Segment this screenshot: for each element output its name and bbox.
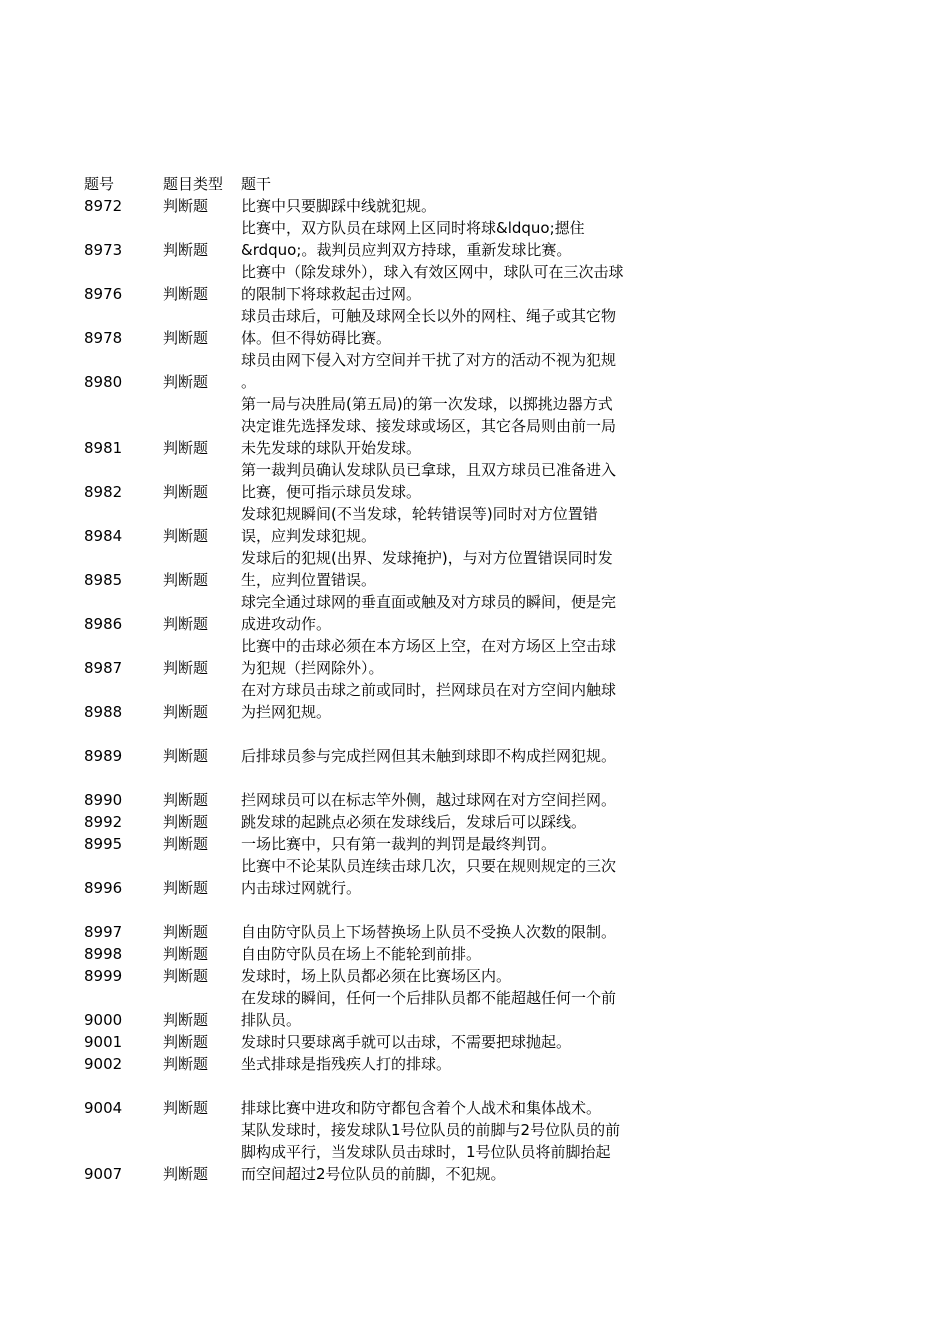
question-stem-line: 成进攻动作。 bbox=[241, 615, 332, 633]
question-stem-line: 球完全通过球网的垂直面或触及对方球员的瞬间，便是完 bbox=[241, 593, 617, 611]
question-stem-line: 比赛中不论某队员连续击球几次，只要在规则规定的三次 bbox=[241, 857, 617, 875]
question-stem-line: 比赛中（除发球外），球入有效区网中，球队可在三次击球 bbox=[241, 263, 624, 281]
question-stem-line: 发球犯规瞬间(不当发球，轮转错误等)同时对方位置错 bbox=[241, 505, 598, 523]
question-stem bbox=[241, 591, 671, 635]
question-stem bbox=[241, 855, 671, 899]
question-type: 判断题 bbox=[163, 1099, 209, 1117]
question-type: 判断题 bbox=[163, 923, 209, 941]
question-stem-line: 排球比赛中进攻和防守都包含着个人战术和集体战术。 bbox=[241, 1099, 602, 1117]
question-stem bbox=[241, 393, 671, 459]
question-type: 判断题 bbox=[163, 241, 209, 259]
question-stem bbox=[241, 767, 671, 811]
question-type: 判断题 bbox=[163, 967, 209, 985]
question-stem-line: 坐式排球是指残疾人打的排球。 bbox=[241, 1055, 452, 1073]
question-type: 判断题 bbox=[163, 747, 209, 765]
question-stem-line: 发球时只要球离手就可以击球，不需要把球抛起。 bbox=[241, 1033, 572, 1051]
question-stem-line: 某队发球时，接发球队1号位队员的前脚与2号位队员的前 bbox=[241, 1121, 621, 1139]
question-stem-line: 而空间超过2号位队员的前脚，不犯规。 bbox=[241, 1165, 506, 1183]
header-type: 题目类型 bbox=[163, 175, 224, 193]
question-id: 8989 bbox=[84, 747, 123, 765]
question-type: 判断题 bbox=[163, 945, 209, 963]
question-id: 8992 bbox=[84, 813, 123, 831]
question-stem-line bbox=[241, 1075, 671, 1097]
question-id: 8973 bbox=[84, 241, 123, 259]
question-type: 判断题 bbox=[163, 571, 209, 589]
question-id: 9004 bbox=[84, 1099, 123, 1117]
question-stem-line bbox=[241, 723, 671, 745]
question-type: 判断题 bbox=[163, 659, 209, 677]
question-stem-line: 内击球过网就行。 bbox=[241, 879, 362, 897]
question-type: 判断题 bbox=[163, 197, 209, 215]
question-stem bbox=[241, 899, 671, 943]
question-type: 判断题 bbox=[163, 1165, 209, 1183]
question-stem-line bbox=[241, 767, 671, 789]
question-stem bbox=[241, 943, 671, 965]
question-type: 判断题 bbox=[163, 791, 209, 809]
question-type: 判断题 bbox=[163, 373, 209, 391]
question-stem bbox=[241, 503, 671, 547]
question-stem-line: 第一裁判员确认发球队员已拿球，且双方球员已准备进入 bbox=[241, 461, 617, 479]
question-stem-line: 发球时，场上队员都必须在比赛场区内。 bbox=[241, 967, 512, 985]
question-type: 判断题 bbox=[163, 439, 209, 457]
question-id: 8980 bbox=[84, 373, 123, 391]
question-stem-line: 决定谁先选择发球、接发球或场区，其它各局则由前一局 bbox=[241, 417, 617, 435]
question-stem-line: 为拦网犯规。 bbox=[241, 703, 332, 721]
question-type: 判断题 bbox=[163, 527, 209, 545]
question-stem bbox=[241, 965, 671, 987]
question-stem bbox=[241, 833, 671, 855]
question-id: 8988 bbox=[84, 703, 123, 721]
question-stem-line: 在发球的瞬间，任何一个后排队员都不能超越任何一个前 bbox=[241, 989, 617, 1007]
question-stem bbox=[241, 1119, 671, 1185]
question-stem-line: 球员击球后，可触及球网全长以外的网柱、绳子或其它物 bbox=[241, 307, 617, 325]
question-id: 8996 bbox=[84, 879, 123, 897]
question-type: 判断题 bbox=[163, 1011, 209, 1029]
question-id: 8995 bbox=[84, 835, 123, 853]
question-id: 8985 bbox=[84, 571, 123, 589]
question-stem-line: 脚构成平行，当发球队员击球时，1号位队员将前脚抬起 bbox=[241, 1143, 611, 1161]
question-stem bbox=[241, 1075, 671, 1119]
question-stem bbox=[241, 1053, 671, 1075]
question-stem bbox=[241, 217, 671, 261]
question-stem bbox=[241, 305, 671, 349]
question-stem bbox=[241, 1031, 671, 1053]
question-id: 9001 bbox=[84, 1033, 123, 1051]
question-id: 8987 bbox=[84, 659, 123, 677]
question-stem-line: 球员由网下侵入对方空间并干扰了对方的活动不视为犯规 bbox=[241, 351, 617, 369]
question-type: 判断题 bbox=[163, 835, 209, 853]
question-stem-line: &rdquo;。裁判员应判双方持球，重新发球比赛。 bbox=[241, 241, 572, 259]
question-stem-line: 。 bbox=[241, 373, 257, 391]
question-stem bbox=[241, 679, 671, 723]
question-id: 9002 bbox=[84, 1055, 123, 1073]
question-stem-line: 体。但不得妨碍比赛。 bbox=[241, 329, 392, 347]
question-id: 9007 bbox=[84, 1165, 123, 1183]
header-id: 题号 bbox=[84, 175, 115, 193]
question-type: 判断题 bbox=[163, 1033, 209, 1051]
question-type: 判断题 bbox=[163, 483, 209, 501]
question-stem bbox=[241, 987, 671, 1031]
question-id: 8978 bbox=[84, 329, 123, 347]
question-id: 8981 bbox=[84, 439, 123, 457]
question-stem bbox=[241, 635, 671, 679]
question-type: 判断题 bbox=[163, 285, 209, 303]
question-id: 8999 bbox=[84, 967, 123, 985]
question-stem-line bbox=[241, 899, 671, 921]
question-stem-line: 为犯规（拦网除外）。 bbox=[241, 659, 384, 677]
question-type: 判断题 bbox=[163, 703, 209, 721]
question-stem bbox=[241, 459, 671, 503]
question-stem-line: 比赛，便可指示球员发球。 bbox=[241, 483, 422, 501]
question-stem-line: 自由防守队员在场上不能轮到前排。 bbox=[241, 945, 482, 963]
question-stem bbox=[241, 349, 671, 393]
question-stem bbox=[241, 195, 671, 217]
question-stem bbox=[241, 547, 671, 591]
question-stem-line: 在对方球员击球之前或同时，拦网球员在对方空间内触球 bbox=[241, 681, 617, 699]
question-stem-line: 自由防守队员上下场替换场上队员不受换人次数的限制。 bbox=[241, 923, 617, 941]
question-id: 8972 bbox=[84, 197, 123, 215]
question-id: 8997 bbox=[84, 923, 123, 941]
question-stem-line: 生，应判位置错误。 bbox=[241, 571, 377, 589]
question-stem-line: 比赛中的击球必须在本方场区上空，在对方场区上空击球 bbox=[241, 637, 617, 655]
question-id: 8990 bbox=[84, 791, 123, 809]
question-stem-line: 第一局与决胜局(第五局)的第一次发球，以掷挑边器方式 bbox=[241, 395, 613, 413]
question-type: 判断题 bbox=[163, 879, 209, 897]
question-id: 8986 bbox=[84, 615, 123, 633]
question-type: 判断题 bbox=[163, 329, 209, 347]
question-type: 判断题 bbox=[163, 1055, 209, 1073]
question-stem-line: 发球后的犯规(出界、发球掩护)，与对方位置错误同时发 bbox=[241, 549, 613, 567]
question-type: 判断题 bbox=[163, 813, 209, 831]
header-stem: 题干 bbox=[241, 175, 272, 193]
question-stem bbox=[241, 811, 671, 833]
question-id: 8998 bbox=[84, 945, 123, 963]
question-id: 8982 bbox=[84, 483, 123, 501]
question-stem-line: 排队员。 bbox=[241, 1011, 302, 1029]
question-id: 8984 bbox=[84, 527, 123, 545]
question-stem-line: 比赛中，双方队员在球网上区同时将球&ldquo;摁住 bbox=[241, 219, 585, 237]
question-stem-line: 后排球员参与完成拦网但其未触到球即不构成拦网犯规。 bbox=[241, 747, 617, 765]
question-type: 判断题 bbox=[163, 615, 209, 633]
question-stem-line: 的限制下将球救起击过网。 bbox=[241, 285, 422, 303]
question-stem bbox=[241, 261, 671, 305]
question-id: 9000 bbox=[84, 1011, 123, 1029]
question-stem-line: 比赛中只要脚踩中线就犯规。 bbox=[241, 197, 437, 215]
question-id: 8976 bbox=[84, 285, 123, 303]
question-stem-line: 跳发球的起跳点必须在发球线后，发球后可以踩线。 bbox=[241, 813, 587, 831]
question-stem bbox=[241, 723, 671, 767]
question-stem-line: 一场比赛中，只有第一裁判的判罚是最终判罚。 bbox=[241, 835, 557, 853]
question-stem-line: 未先发球的球队开始发球。 bbox=[241, 439, 422, 457]
question-stem-line: 拦网球员可以在标志竿外侧，越过球网在对方空间拦网。 bbox=[241, 791, 617, 809]
question-stem-line: 误，应判发球犯规。 bbox=[241, 527, 377, 545]
